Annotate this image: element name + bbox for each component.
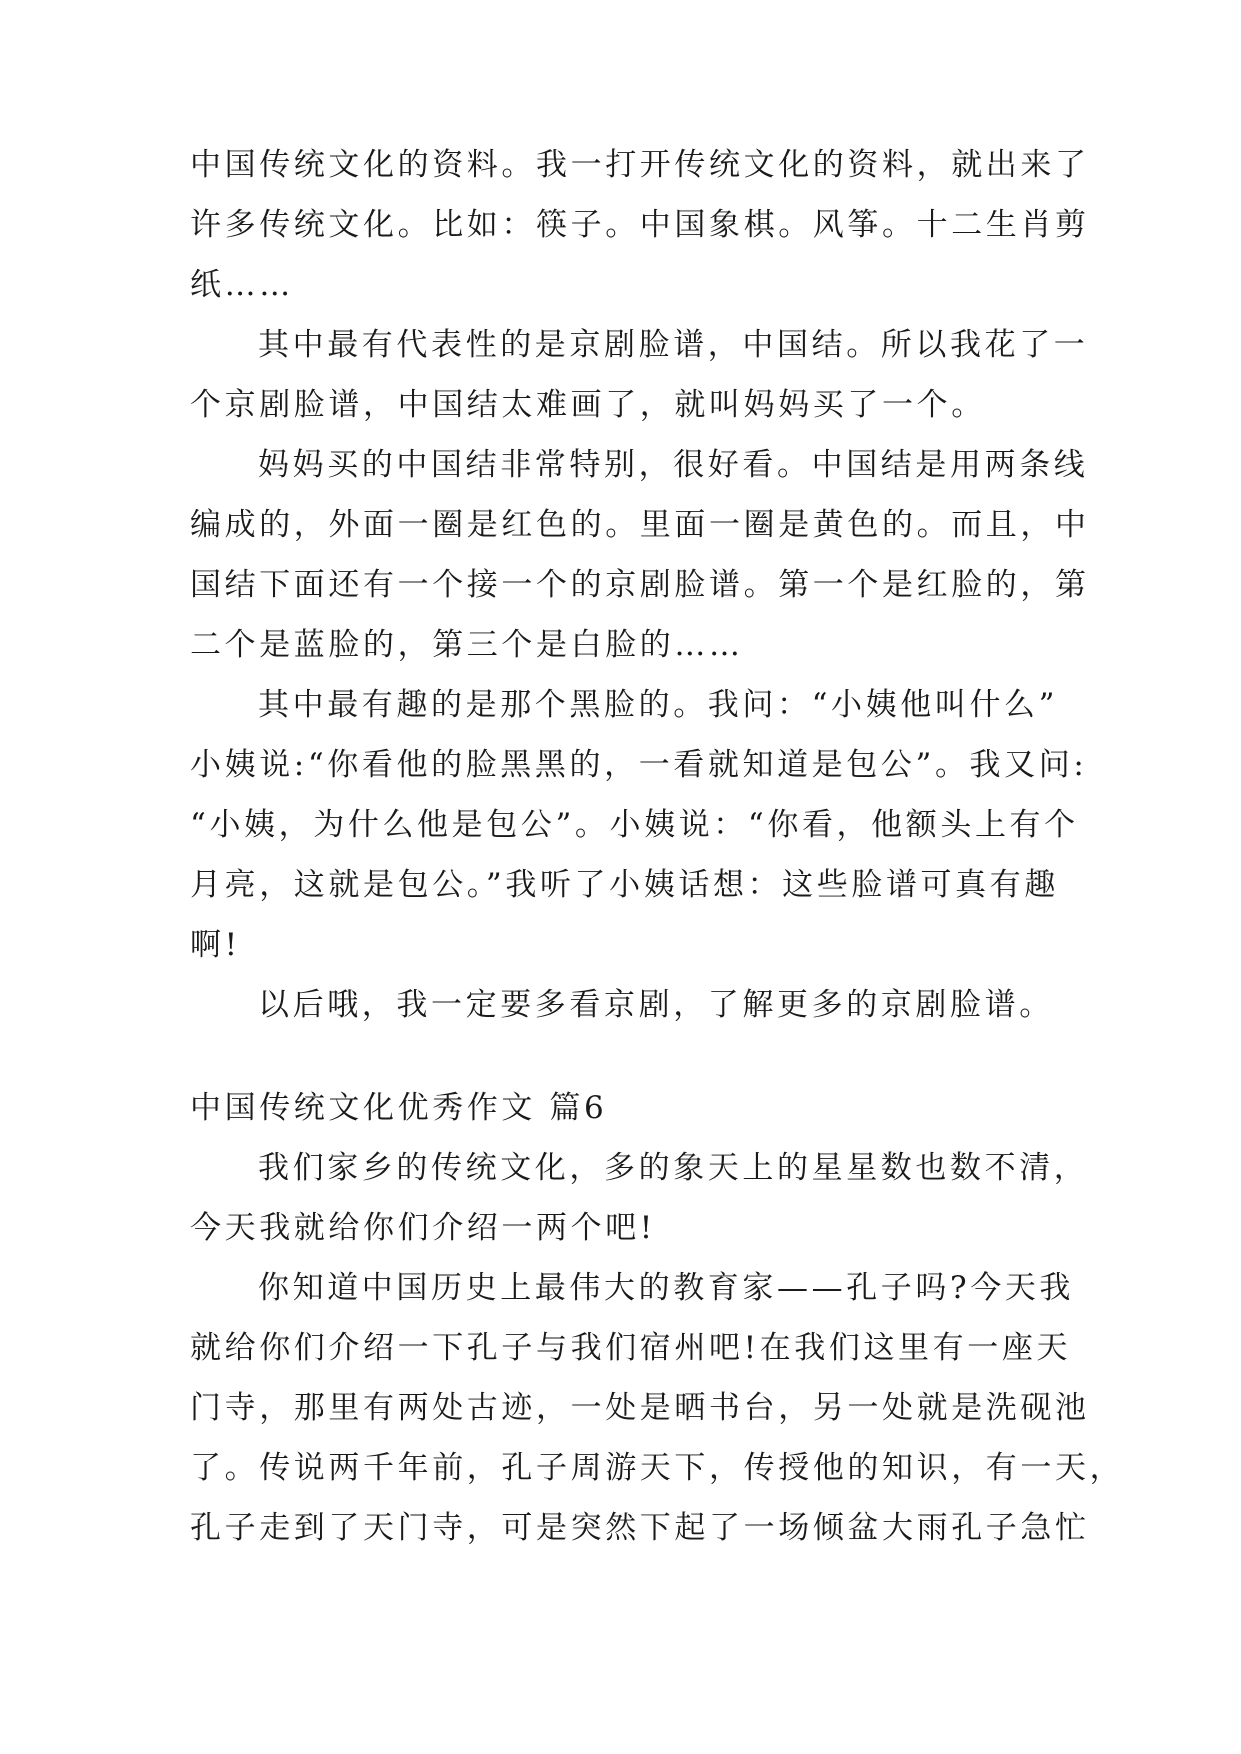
text-line: 了。传说两千年前，孔子周游天下，传授他的知识，有一天， bbox=[190, 1450, 1125, 1486]
paragraph bbox=[190, 675, 1088, 975]
text-line: 其中最有代表性的是京剧脸谱，中国结。所以我花了一 bbox=[258, 327, 1089, 363]
text-line: 中国传统文化的资料。我一打开传统文化的资料，就出来了 bbox=[190, 147, 1090, 183]
text-line: 小姨说:“你看他的脸黑黑的，一看就知道是包公”。我又问: bbox=[190, 747, 1088, 783]
text-line: 孔子走到了天门寺，可是突然下起了一场倾盆大雨孔子急忙 bbox=[190, 1510, 1090, 1546]
text-line: 你知道中国历史上最伟大的教育家——孔子吗?今天我 bbox=[258, 1270, 1075, 1306]
paragraph bbox=[190, 435, 1090, 675]
paragraph bbox=[190, 135, 1090, 315]
text-line: 啊! bbox=[190, 927, 241, 963]
text-line: “小姨，为什么他是包公”。小姨说：“你看，他额头上有个 bbox=[190, 807, 1079, 843]
text-line: 今天我就给你们介绍一两个吧! bbox=[190, 1210, 656, 1246]
paragraph bbox=[190, 1138, 1089, 1258]
essay-part-1 bbox=[190, 135, 1090, 1035]
text-line: 门寺，那里有两处古迹，一处是晒书台，另一处就是洗砚池 bbox=[190, 1390, 1090, 1426]
text-line: 妈妈买的中国结非常特别，很好看。中国结是用两条线 bbox=[258, 447, 1089, 483]
text-line: 纸…… bbox=[190, 267, 294, 303]
paragraph bbox=[190, 975, 1060, 1035]
text-line: 月亮，这就是包公。”我听了小姨话想：这些脸谱可真有趣 bbox=[190, 867, 1059, 903]
paragraph bbox=[190, 315, 1089, 435]
text-line: 许多传统文化。比如：筷子。中国象棋。风筝。十二生肖剪 bbox=[190, 207, 1090, 243]
text-line: 国结下面还有一个接一个的京剧脸谱。第一个是红脸的，第 bbox=[190, 567, 1090, 603]
section-heading: 中国传统文化优秀作文 篇6 bbox=[190, 1090, 608, 1126]
text-line: 以后哦，我一定要多看京剧，了解更多的京剧脸谱。 bbox=[258, 987, 1054, 1023]
text-line: 编成的，外面一圈是红色的。里面一圈是黄色的。而且，中 bbox=[190, 507, 1090, 543]
text-line: 其中最有趣的是那个黑脸的。我问：“小姨他叫什么” bbox=[258, 687, 1059, 723]
text-line: 我们家乡的传统文化，多的象天上的星星数也数不清， bbox=[258, 1150, 1089, 1186]
paragraph bbox=[190, 1258, 1125, 1558]
text-line: 个京剧脸谱，中国结太难画了，就叫妈妈买了一个。 bbox=[190, 387, 986, 423]
text-line: 二个是蓝脸的，第三个是白脸的…… bbox=[190, 627, 744, 663]
essay-section-6 bbox=[190, 1078, 1125, 1558]
text-line: 就给你们介绍一下孔子与我们宿州吧!在我们这里有一座天 bbox=[190, 1330, 1072, 1366]
